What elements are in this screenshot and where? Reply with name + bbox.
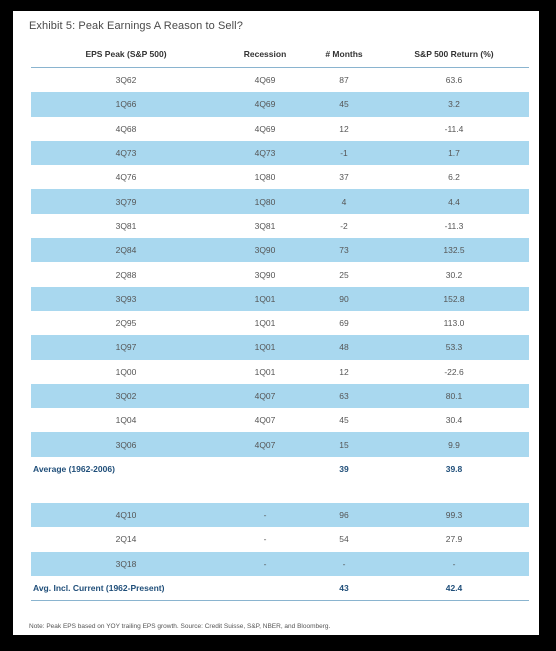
cell-peak: 3Q62 <box>115 75 137 86</box>
header-eps-peak: EPS Peak (S&P 500) <box>85 49 167 59</box>
cell-recession: 1Q01 <box>254 293 276 304</box>
cell-return: 30.2 <box>445 269 463 280</box>
table-row <box>31 311 529 335</box>
cell-peak: 2Q88 <box>115 269 137 280</box>
cell-return: - <box>452 558 456 569</box>
cell-months: 87 <box>339 75 349 86</box>
average-label: Avg. Incl. Current (1962-Present) <box>33 583 165 594</box>
table-row <box>31 165 529 189</box>
cell-recession: - <box>263 510 267 521</box>
header-return: S&P 500 Return (%) <box>414 49 494 59</box>
cell-peak: 2Q14 <box>115 534 137 545</box>
cell-return: 99.3 <box>445 510 463 521</box>
average-row <box>31 576 529 601</box>
exhibit-title: Exhibit 5: Peak Earnings A Reason to Sell? <box>29 20 243 32</box>
average-months: 43 <box>339 583 349 594</box>
table-row <box>31 384 529 408</box>
cell-months: 54 <box>339 534 349 545</box>
cell-return: 1.7 <box>448 148 460 159</box>
cell-months: 96 <box>339 510 349 521</box>
table-row <box>31 527 529 551</box>
cell-return: 6.2 <box>448 172 460 183</box>
cell-months: 37 <box>339 172 349 183</box>
cell-months: 4 <box>341 196 347 207</box>
cell-months: 12 <box>339 366 349 377</box>
cell-return: 113.0 <box>443 318 465 329</box>
cell-months: 73 <box>339 245 349 256</box>
table-header <box>31 41 529 68</box>
table-row <box>31 262 529 286</box>
cell-recession: 1Q01 <box>254 366 276 377</box>
table-row <box>31 68 529 92</box>
cell-months: 12 <box>339 123 349 134</box>
table-row <box>31 360 529 384</box>
source-note: Note: Peak EPS based on YOY trailing EPS growth. Source: Credit Suisse, S&P, NBER, and Bloomberg. <box>29 623 331 630</box>
table-row <box>31 432 529 456</box>
cell-recession: 3Q90 <box>254 245 276 256</box>
cell-peak: 3Q79 <box>115 196 137 207</box>
table-row <box>31 141 529 165</box>
cell-recession: 4Q07 <box>254 415 276 426</box>
table-row <box>31 408 529 432</box>
cell-recession: 3Q90 <box>254 269 276 280</box>
cell-return: 30.4 <box>445 415 463 426</box>
table-row <box>31 214 529 238</box>
cell-return: 80.1 <box>445 391 463 401</box>
table-row <box>31 335 529 359</box>
cell-recession: 4Q07 <box>254 439 276 450</box>
cell-peak: 4Q10 <box>115 510 137 521</box>
header-months: # Months <box>325 49 363 59</box>
cell-recession: 3Q81 <box>254 220 276 231</box>
cell-return: 3.2 <box>448 99 460 110</box>
cell-months: 63 <box>339 391 349 401</box>
cell-recession: 1Q01 <box>254 318 276 329</box>
row-spacer <box>31 481 529 503</box>
cell-return: 63.6 <box>445 75 463 86</box>
cell-return: 9.9 <box>448 439 460 450</box>
average-months: 39 <box>339 463 349 474</box>
cell-months: 45 <box>339 99 349 110</box>
cell-peak: 1Q97 <box>115 342 137 353</box>
cell-months: 90 <box>339 293 349 304</box>
table-row <box>31 238 529 262</box>
average-return: 42.4 <box>445 583 463 594</box>
cell-peak: 3Q02 <box>115 391 137 401</box>
cell-peak: 4Q68 <box>115 123 137 134</box>
average-row <box>31 457 529 481</box>
cell-recession: 4Q07 <box>254 391 276 401</box>
cell-peak: 3Q18 <box>115 558 137 569</box>
cell-peak: 1Q66 <box>115 99 137 110</box>
cell-months: 25 <box>339 269 349 280</box>
cell-months: -2 <box>340 220 348 231</box>
cell-peak: 4Q73 <box>115 148 137 159</box>
cell-recession: 4Q69 <box>254 99 276 110</box>
cell-return: -11.3 <box>444 220 464 231</box>
cell-months: 15 <box>339 439 349 450</box>
cell-months: -1 <box>340 148 348 159</box>
cell-recession: 4Q69 <box>254 75 276 86</box>
cell-return: 53.3 <box>445 342 463 353</box>
table-row <box>31 503 529 527</box>
cell-months: - <box>342 558 346 569</box>
cell-peak: 4Q76 <box>115 172 137 183</box>
cell-recession: 4Q73 <box>254 148 276 159</box>
table-row <box>31 117 529 141</box>
cell-peak: 2Q84 <box>115 245 137 256</box>
cell-peak: 2Q95 <box>115 318 137 329</box>
cell-peak: 1Q04 <box>115 415 137 426</box>
cell-months: 48 <box>339 342 349 353</box>
peak-earnings-table <box>31 41 529 601</box>
cell-months: 45 <box>339 415 349 426</box>
cell-return: -11.4 <box>444 123 464 134</box>
cell-return: 132.5 <box>443 245 465 256</box>
cell-recession: 1Q80 <box>254 172 276 183</box>
cell-months: 69 <box>339 318 349 329</box>
average-label: Average (1962-2006) <box>33 463 115 474</box>
cell-recession: - <box>263 534 267 545</box>
table-row <box>31 552 529 576</box>
cell-peak: 3Q06 <box>115 439 137 450</box>
cell-return: -22.6 <box>444 366 464 377</box>
cell-peak: 3Q93 <box>115 293 137 304</box>
table-row <box>31 92 529 116</box>
header-recession: Recession <box>243 49 287 59</box>
cell-recession: 4Q69 <box>254 123 276 134</box>
cell-return: 4.4 <box>448 196 460 207</box>
cell-peak: 3Q81 <box>115 220 137 231</box>
cell-recession: 1Q01 <box>254 342 276 353</box>
exhibit-frame <box>10 8 542 638</box>
cell-return: 152.8 <box>443 293 465 304</box>
cell-recession: - <box>263 558 267 569</box>
cell-recession: 1Q80 <box>254 196 276 207</box>
cell-peak: 1Q00 <box>115 366 137 377</box>
cell-return: 27.9 <box>445 534 463 545</box>
table-row <box>31 287 529 311</box>
table-row <box>31 189 529 213</box>
average-return: 39.8 <box>445 463 463 474</box>
